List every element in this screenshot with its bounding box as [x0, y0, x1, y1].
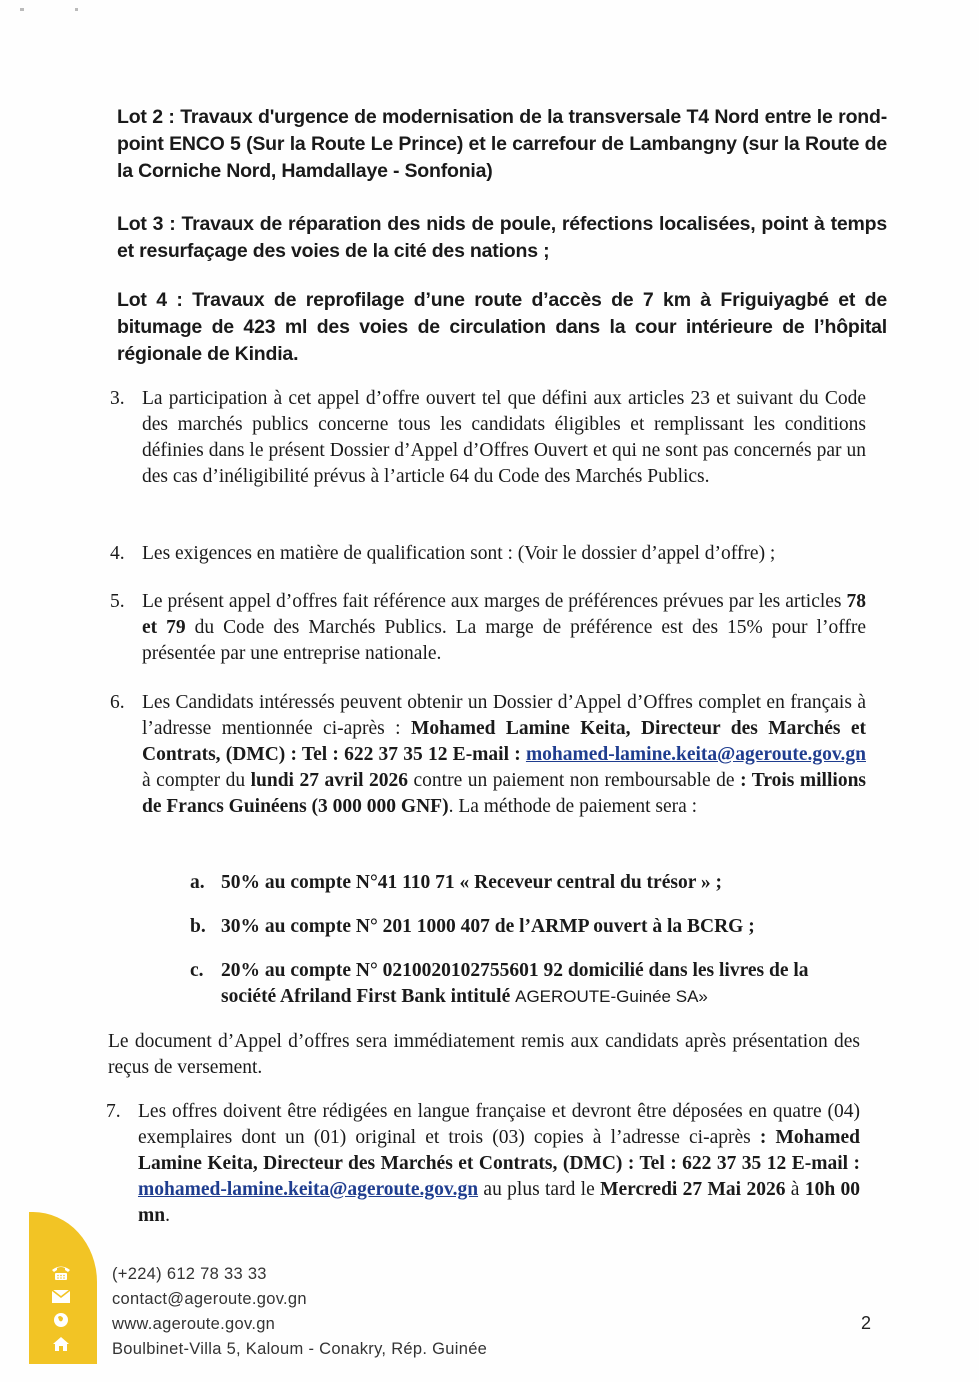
payment-text: 30% au compte N° 201 1000 407 de l’ARMP ouvert à la BCRG ;	[221, 916, 755, 937]
item-5	[110, 589, 866, 667]
contact-details: : Mohamed Lamine Keita, Directeur des Marchés et Contrats, (DMC) : Tel : 622 37 35 12 E-mail :	[138, 1127, 860, 1174]
item-number: 4.	[110, 543, 125, 564]
lot-2	[117, 104, 887, 185]
scan-artifact	[20, 8, 24, 11]
item-text: Les exigences en matière de qualification sont : (Voir le dossier d’appel d’offre) ;	[142, 543, 776, 564]
lot-4	[117, 287, 887, 368]
payment-item-c	[190, 958, 862, 1010]
item-3	[110, 386, 866, 490]
payment-letter: c.	[190, 960, 204, 981]
item-text: La participation à cet appel d’offre ouvert tel que défini aux articles 23 et suivant du Code des marchés publics concerne tous les candidats éligibles et remplissant les conditions définies dans le présent Dossier d’Appel d’Offres Ouvert et qui ne sont pas concernés par un des cas d’inéligibilité prévus à l’article 64 du Code des Marchés Publics.	[142, 388, 866, 487]
articles-reference: 78 et 79	[142, 591, 866, 638]
lot-description: Travaux d'urgence de modernisation de la transversale T4 Nord entre le rond-point ENCO 5 (Sur la Route Le Prince) et le carrefour de Lambangny (sur la Route de la Corniche Nord, Hamdallaye - Sonfonia)	[117, 106, 887, 182]
text-fragment: Les offres doivent être rédigées en langue française et devront être déposées en quatre (04) exemplaires dont un (01) original et trois (03) copies à l’adresse ci-après	[138, 1101, 860, 1148]
text-fragment: au plus tard le	[478, 1179, 601, 1200]
item-text	[142, 690, 866, 820]
globe-icon	[49, 1310, 73, 1330]
footer-email[interactable]: contact@ageroute.gov.gn	[112, 1290, 307, 1308]
text-fragment: à	[785, 1179, 805, 1200]
phone-icon	[49, 1262, 73, 1282]
footer-contact	[112, 1262, 487, 1362]
item-7	[106, 1099, 860, 1229]
scan-artifact	[75, 8, 78, 11]
payment-text	[221, 958, 862, 1010]
lot-description: Travaux de reprofilage d’une route d’accès de 7 km à Friguiyagbé et de bitumage de 423 ml des voies de circulation dans la cour intérieure de l’hôpital régionale de Kindia.	[117, 289, 887, 365]
email-link[interactable]: mohamed-lamine.keita@ageroute.gov.gn	[525, 744, 866, 765]
footer-address: Boulbinet-Villa 5, Kaloum - Conakry, Rép. Guinée	[112, 1340, 488, 1358]
text-fragment: à compter du	[142, 770, 251, 791]
item-number: 5.	[110, 591, 125, 612]
item-number: 3.	[110, 388, 125, 409]
mail-icon	[49, 1286, 73, 1306]
text-fragment: 20% au compte N° 0210020102755601 92 domicilié dans les livres de la société Afriland First Bank intitulé	[221, 960, 809, 1007]
text-fragment: du Code des Marchés Publics. La marge de préférence est des 15% pour l’offre présentée par une entreprise nationale.	[142, 617, 866, 664]
deadline-date: Mercredi 27 Mai 2026	[600, 1179, 786, 1200]
payment-letter: b.	[190, 916, 206, 937]
lot-label: Lot 4 :	[117, 289, 183, 311]
lot-label: Lot 3 :	[117, 213, 176, 235]
item-4	[110, 541, 866, 567]
payment-item-b	[190, 914, 862, 940]
payment-text: 50% au compte N°41 110 71 « Receveur central du trésor » ;	[221, 872, 722, 893]
lot-3	[117, 211, 887, 265]
lot-description: Travaux de réparation des nids de poule, réfections localisées, point à temps et resurfaçage des voies de la cité des nations ;	[117, 213, 888, 262]
payment-item-a	[190, 870, 862, 896]
start-date: lundi 27 avril 2026	[250, 770, 409, 791]
item-text	[138, 1099, 860, 1229]
fee-amount: : Trois millions de Francs Guinéens (3 000 000 GNF)	[142, 770, 866, 817]
page-number: 2	[861, 1313, 872, 1333]
home-icon	[49, 1334, 73, 1354]
deadline-time: 10h 00 mn	[138, 1179, 861, 1226]
delivery-note: Le document d’Appel d’offres sera immédiatement remis aux candidats après présentation des reçus de versement.	[108, 1031, 860, 1078]
footer-phone: (+224) 612 78 33 33	[112, 1265, 267, 1283]
item-number: 6.	[110, 692, 125, 713]
text-fragment: .	[165, 1205, 170, 1226]
account-holder: AGEROUTE-Guinée SA»	[515, 987, 708, 1006]
text-fragment: Le présent appel d’offres fait référence aux marges de préférences prévues par les articles	[142, 591, 847, 612]
email-link[interactable]: mohamed-lamine.keita@ageroute.gov.gn	[138, 1179, 479, 1200]
lot-label: Lot 2 :	[117, 106, 175, 128]
item-text	[142, 589, 866, 667]
contact-details: Mohamed Lamine Keita, Directeur des Marchés et Contrats, (DMC) : Tel : 622 37 35 12 E-mail :	[142, 718, 866, 765]
payment-letter: a.	[190, 872, 205, 893]
item-number: 7.	[106, 1101, 121, 1122]
item-6	[110, 690, 866, 820]
text-fragment: Les Candidats intéressés peuvent obtenir un Dossier d’Appel d’Offres complet en français à l’adresse mentionnée ci-après :	[142, 692, 866, 739]
footer-website[interactable]: www.ageroute.gov.gn	[112, 1315, 276, 1333]
footer-icons	[49, 1262, 77, 1358]
text-fragment: . La méthode de paiement sera :	[448, 796, 698, 817]
text-fragment: contre un paiement non remboursable de	[408, 770, 741, 791]
